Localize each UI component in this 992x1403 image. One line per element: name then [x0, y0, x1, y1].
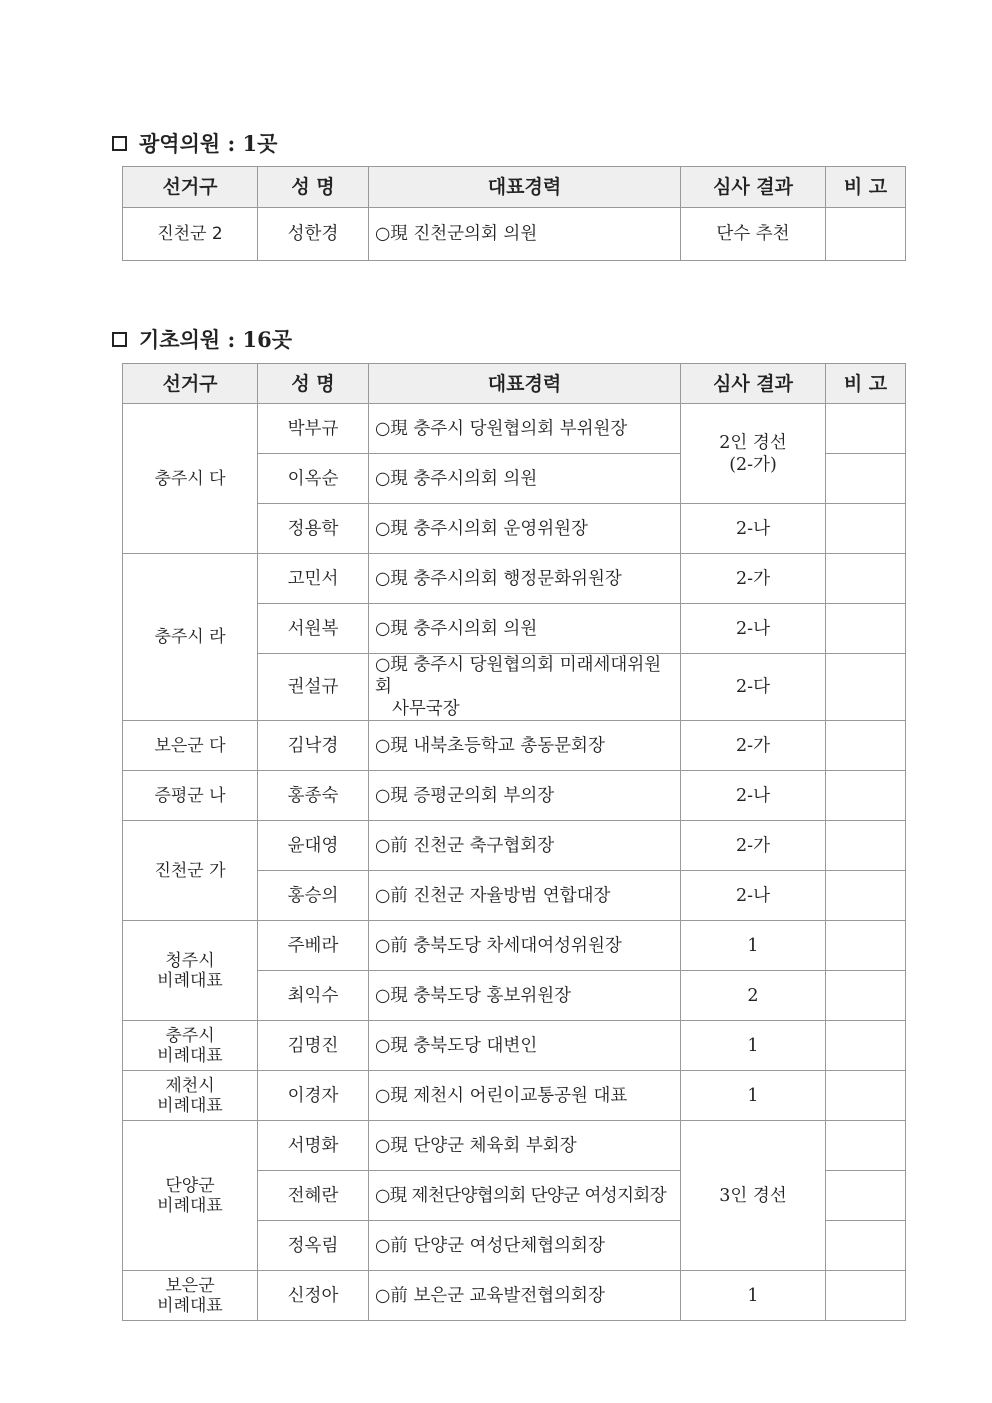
note-cell — [826, 1021, 906, 1071]
note-cell — [826, 771, 906, 821]
header-district: 선거구 — [123, 167, 258, 208]
header-district: 선거구 — [123, 364, 258, 404]
district-cell: 보은군 비례대표 — [123, 1271, 258, 1321]
result-cell: 1 — [681, 1071, 826, 1121]
table-row — [123, 921, 906, 971]
table-row — [123, 1121, 906, 1171]
note-cell — [826, 654, 906, 721]
district-cell: 보은군 다 — [123, 721, 258, 771]
career-cell — [369, 654, 681, 721]
table-header-row — [123, 167, 906, 208]
district-cell: 충주시 다 — [123, 404, 258, 554]
career-cell: ○現 단양군 체육회 부회장 — [369, 1121, 681, 1171]
career-cell: ○現 제천단양협의회 단양군 여성지회장 — [369, 1171, 681, 1221]
result-cell: 2-가 — [681, 821, 826, 871]
name-cell: 정용학 — [258, 504, 369, 554]
career-cell: ○現 충북도당 홍보위원장 — [369, 971, 681, 1021]
checkbox-icon — [112, 136, 127, 151]
name-cell: 이옥순 — [258, 454, 369, 504]
table-row — [123, 821, 906, 871]
note-cell — [826, 1121, 906, 1171]
career-cell: ○現 충주시의회 의원 — [369, 604, 681, 654]
note-cell — [826, 404, 906, 454]
name-cell: 정옥림 — [258, 1221, 369, 1271]
section-title-text: 광역의원 : 1곳 — [139, 131, 278, 156]
name-cell: 신정아 — [258, 1271, 369, 1321]
note-cell — [826, 1271, 906, 1321]
name-cell: 박부규 — [258, 404, 369, 454]
career-cell: ○現 증평군의회 부의장 — [369, 771, 681, 821]
name-cell: 서원복 — [258, 604, 369, 654]
note-cell — [826, 871, 906, 921]
header-name: 성 명 — [258, 167, 369, 208]
header-career: 대표경력 — [369, 167, 681, 208]
table-header-row — [123, 364, 906, 404]
name-cell: 홍승의 — [258, 871, 369, 921]
district-cell: 증평군 나 — [123, 771, 258, 821]
header-note: 비 고 — [826, 167, 906, 208]
header-name: 성 명 — [258, 364, 369, 404]
result-cell: 2-나 — [681, 871, 826, 921]
name-cell: 김명진 — [258, 1021, 369, 1071]
note-cell — [826, 208, 906, 261]
name-cell: 이경자 — [258, 1071, 369, 1121]
district-cell: 충주시 비례대표 — [123, 1021, 258, 1071]
result-cell: 2-나 — [681, 771, 826, 821]
note-cell — [826, 971, 906, 1021]
note-cell — [826, 721, 906, 771]
note-cell — [826, 821, 906, 871]
table-row — [123, 721, 906, 771]
header-result: 심사 결과 — [681, 364, 826, 404]
table-row — [123, 554, 906, 604]
metropolitan-table — [122, 166, 906, 261]
local-table — [122, 363, 906, 1321]
result-cell: 3인 경선 — [681, 1121, 826, 1271]
career-cell: ○現 제천시 어린이교통공원 대표 — [369, 1071, 681, 1121]
career-cell: ○前 진천군 축구협회장 — [369, 821, 681, 871]
checkbox-icon — [112, 332, 127, 347]
name-cell: 성한경 — [258, 208, 369, 261]
result-cell: 2-가 — [681, 554, 826, 604]
name-cell: 주베라 — [258, 921, 369, 971]
district-cell: 청주시 비례대표 — [123, 921, 258, 1021]
district-cell: 진천군 2 — [123, 208, 258, 261]
table-row — [123, 404, 906, 454]
note-cell — [826, 604, 906, 654]
district-cell: 진천군 가 — [123, 821, 258, 921]
career-cell: ○現 충북도당 대변인 — [369, 1021, 681, 1071]
header-result: 심사 결과 — [681, 167, 826, 208]
note-cell — [826, 1221, 906, 1271]
result-cell: 2-나 — [681, 604, 826, 654]
section-title-text: 기초의원 : 16곳 — [139, 327, 293, 352]
career-cell: ○前 단양군 여성단체협의회장 — [369, 1221, 681, 1271]
table-row — [123, 1271, 906, 1321]
career-cell: ○前 보은군 교육발전협의회장 — [369, 1271, 681, 1321]
note-cell — [826, 454, 906, 504]
career-line: ○現 충주시 당원협의회 미래세대위원회 — [375, 655, 662, 697]
name-cell: 고민서 — [258, 554, 369, 604]
name-cell: 전혜란 — [258, 1171, 369, 1221]
name-cell: 홍종숙 — [258, 771, 369, 821]
result-cell: 2-다 — [681, 654, 826, 721]
name-cell: 최익수 — [258, 971, 369, 1021]
note-cell — [826, 504, 906, 554]
table-row — [123, 771, 906, 821]
note-cell — [826, 1071, 906, 1121]
career-cell: ○現 진천군의회 의원 — [369, 208, 681, 261]
career-cell: ○現 충주시의회 운영위원장 — [369, 504, 681, 554]
section-title-metropolitan — [112, 128, 277, 158]
career-cell: ○前 진천군 자율방범 연합대장 — [369, 871, 681, 921]
career-cell: ○現 충주시 당원협의회 부위원장 — [369, 404, 681, 454]
result-cell: 1 — [681, 1271, 826, 1321]
header-note: 비 고 — [826, 364, 906, 404]
district-cell: 충주시 라 — [123, 554, 258, 721]
career-cell: ○前 충북도당 차세대여성위원장 — [369, 921, 681, 971]
result-cell: 2 — [681, 971, 826, 1021]
result-line: 2인 경선 — [719, 432, 787, 453]
result-cell: 단수 추천 — [681, 208, 826, 261]
name-cell: 김낙경 — [258, 721, 369, 771]
name-cell: 서명화 — [258, 1121, 369, 1171]
table-row — [123, 1021, 906, 1071]
career-line-continued: 사무국장 — [392, 699, 460, 719]
result-cell — [681, 404, 826, 504]
result-cell: 2-가 — [681, 721, 826, 771]
table-row — [123, 1071, 906, 1121]
career-cell: ○現 내북초등학교 총동문회장 — [369, 721, 681, 771]
name-cell: 권설규 — [258, 654, 369, 721]
header-career: 대표경력 — [369, 364, 681, 404]
career-cell: ○現 충주시의회 의원 — [369, 454, 681, 504]
note-cell — [826, 1171, 906, 1221]
district-cell: 제천시 비례대표 — [123, 1071, 258, 1121]
result-cell: 1 — [681, 1021, 826, 1071]
career-cell: ○現 충주시의회 행정문화위원장 — [369, 554, 681, 604]
name-cell: 윤대영 — [258, 821, 369, 871]
table-row — [123, 208, 906, 261]
note-cell — [826, 921, 906, 971]
district-cell: 단양군 비례대표 — [123, 1121, 258, 1271]
note-cell — [826, 554, 906, 604]
section-title-local — [112, 324, 292, 354]
result-cell: 1 — [681, 921, 826, 971]
result-line: (2-가) — [729, 454, 777, 475]
result-cell: 2-나 — [681, 504, 826, 554]
